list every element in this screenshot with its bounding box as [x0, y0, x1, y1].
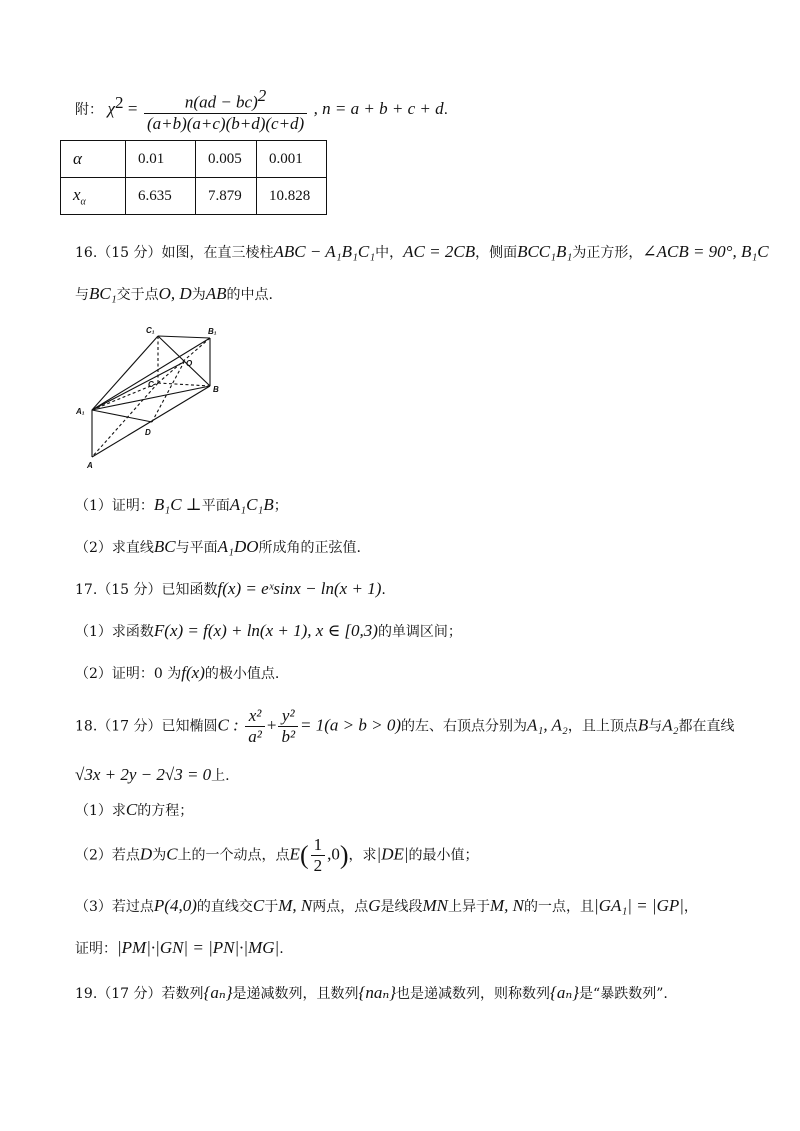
q18-part3-proof: 证明：|PM|·|GN| = |PN|·|MG|.	[75, 938, 284, 957]
q18-part2: （2）若点D为C上的一个动点，点E( $\frac{1}{2}$ ,0)，求|DE|的最小值；	[75, 835, 479, 875]
q18-line2: √3x + 2y − 2√3 = 0上.	[75, 765, 230, 784]
label-c1: C₁	[146, 326, 155, 335]
x-over-a-fraction: $\frac{\text{x²}}{\text{a²}}$	[245, 706, 265, 747]
label-a1: A₁	[76, 407, 85, 416]
edge-c1b1	[158, 336, 210, 338]
q19-line1: 19.（17 分）若数列{aₙ}是递减数列，且数列{naₙ}也是递减数列，则称数列{aₙ}是“暴跌数列”.	[75, 983, 668, 1002]
edge-a1d	[92, 410, 152, 422]
prism-figure	[74, 322, 234, 472]
chi-power: 2	[114, 93, 124, 113]
table-row	[61, 178, 327, 215]
q16-part1: （1）证明：B₁C ⊥平面A₁C₁B；	[75, 495, 288, 514]
edge-ca	[92, 383, 158, 457]
formula-numerator: n(ad − bc)	[184, 92, 258, 112]
table-cell: 0.01	[126, 141, 196, 178]
formula-equals: =	[127, 98, 138, 118]
label-b: B	[213, 385, 219, 394]
formula-denominator: (a+b)(a+c)(b+d)(c+d)	[144, 113, 307, 134]
q18-part1: （1）求C的方程；	[75, 800, 194, 819]
table-cell: 0.001	[257, 141, 327, 178]
q16-line1: 16.（15 分）如图，在直三棱柱ABC − A₁B₁C₁中，AC = 2CB，侧面BCC₁B₁为正方形，∠ACB = 90°, B₁C	[75, 242, 769, 261]
half-fraction: $\frac{1}{2}$	[311, 835, 326, 876]
label-o: O	[186, 359, 193, 368]
table-cell: 10.828	[257, 178, 327, 215]
edge-a1o	[92, 362, 184, 410]
formula-suffix: , n = a + b + c + d	[313, 98, 444, 118]
chi-symbol: χ	[107, 98, 115, 118]
formula-prefix: 附：	[75, 101, 103, 118]
q18-part3: （3）若过点P(4,0)的直线交C于M, N两点，点G是线段MN上异于M, N的一点，且|GA₁| = |GP|，	[75, 896, 698, 915]
q18-line1: 18.（17 分）已知椭圆C : $\frac{\text{x²}}{\text{a²}}$ + $\frac{\text{y²}}{\text{b²}}$ = 1(a > b > 0)的左、右顶点分别为A₁, A₂，且上顶点B与A₂都在直线	[75, 706, 735, 746]
formula-period: .	[443, 101, 449, 118]
table-cell: $x_\alpha$	[61, 178, 126, 215]
table-cell: 0.005	[196, 141, 257, 178]
edge-a1b1	[92, 338, 210, 410]
table-cell: 7.879	[196, 178, 257, 215]
formula-fraction	[144, 86, 307, 134]
label-c: C	[148, 380, 154, 389]
q16-line2: 与BC₁交于点O, D为AB的中点.	[75, 284, 273, 303]
label-a: A	[87, 461, 93, 470]
numerator-power: 2	[257, 86, 267, 105]
q17-part1: （1）求函数F(x) = f(x) + ln(x + 1), x ∈ [0,3)的单调区间；	[75, 621, 462, 640]
edge-b1c	[158, 338, 210, 383]
table-cell: α	[61, 141, 126, 178]
q17-line1: 17.（15 分）已知函数f(x) = eˣsinx − ln(x + 1).	[75, 579, 386, 598]
table-row	[61, 141, 327, 178]
label-b1: B₁	[208, 327, 217, 336]
edge-cb	[158, 383, 210, 386]
y-over-b-fraction: $\frac{\text{y²}}{\text{b²}}$	[278, 706, 298, 747]
table-cell: 6.635	[126, 178, 196, 215]
label-d: D	[145, 428, 151, 437]
q16-part2: （2）求直线BC与平面A₁DO所成角的正弦值.	[75, 537, 361, 556]
q17-part2: （2）证明：0 为f(x)的极小值点.	[75, 663, 280, 682]
critical-value-table	[60, 140, 327, 215]
chi-square-formula	[75, 86, 448, 134]
